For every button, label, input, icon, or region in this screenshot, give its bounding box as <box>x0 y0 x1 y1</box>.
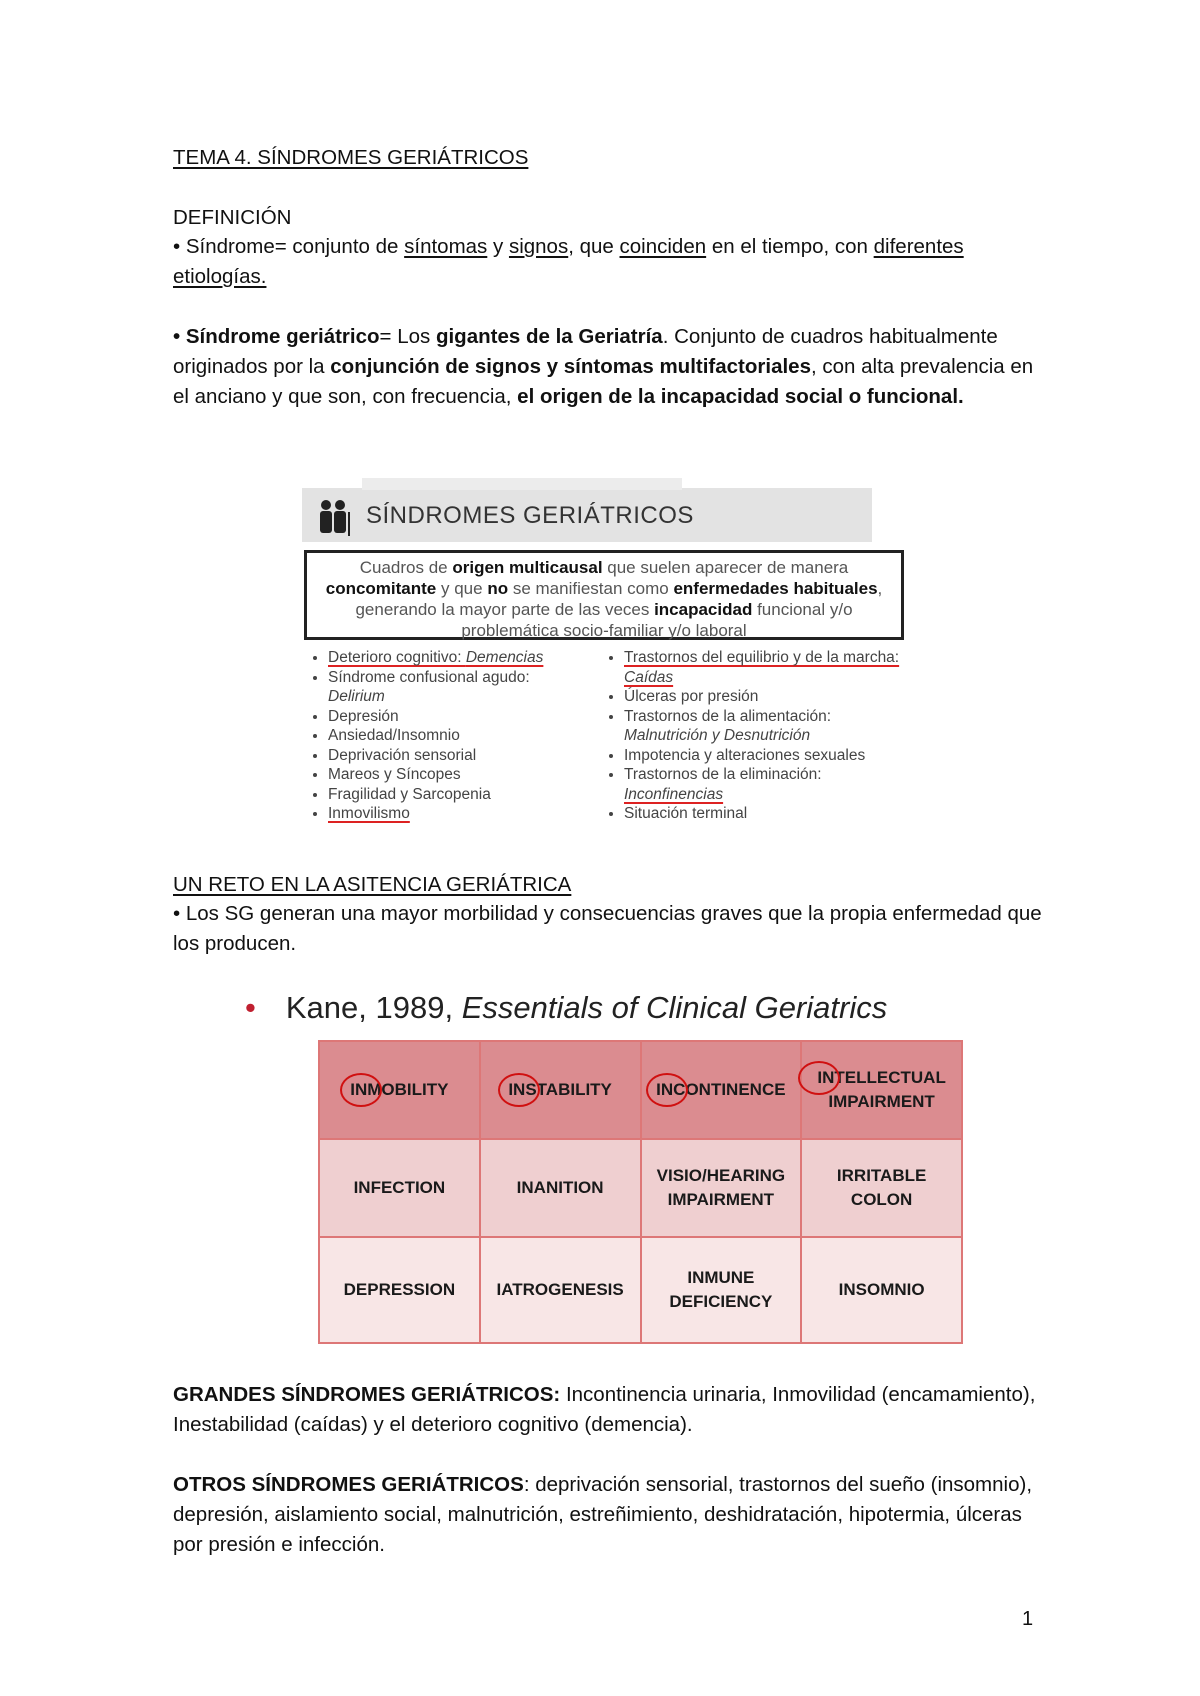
table-cell: INANITION <box>480 1139 641 1237</box>
table-cell: INMUNE DEFICIENCY <box>641 1237 802 1343</box>
list-item: • Deprivación sensorial <box>328 746 596 766</box>
list-item: • Mareos y Síncopes <box>328 765 596 785</box>
figure-definition-box: Cuadros de origen multicausal que suelen aparecer de manera concomitante y que no se manifiestan como enfermedades habituales, generando la mayor parte de las veces incapacidad funcional y/o problemática socio-familiar y/o laboral <box>304 550 904 640</box>
circle-mark-icon <box>498 1073 540 1107</box>
table-cell: VISIO/HEARING IMPAIRMENT <box>641 1139 802 1237</box>
table-cell: IATROGENESIS <box>480 1237 641 1343</box>
list-item: • Inmovilismo <box>328 804 596 824</box>
table-cell: INTELLECTUAL IMPAIRMENT <box>801 1041 962 1139</box>
table-cell: INMOBILITY <box>319 1041 480 1139</box>
list-item: • Trastornos de la alimentación: Malnutrición y Desnutrición <box>624 707 912 746</box>
definition-bullet-syndrome: • Síndrome= conjunto de síntomas y signos, que coinciden en el tiempo, con diferentes etiologías. <box>173 235 964 288</box>
circle-mark-icon <box>340 1073 382 1107</box>
elderly-couple-icon <box>312 498 356 538</box>
list-item: • Impotencia y alteraciones sexuales <box>624 746 912 766</box>
grandes-paragraph: GRANDES SÍNDROMES GERIÁTRICOS: Incontinencia urinaria, Inmovilidad (encamamiento), Inestabilidad (caídas) y el deterioro cognitivo (demencia). <box>173 1383 1036 1436</box>
definition-heading: DEFINICIÓN <box>173 206 292 229</box>
reto-heading: UN RETO EN LA ASITENCIA GERIÁTRICA <box>173 873 572 896</box>
page-number: 1 <box>1022 1608 1034 1630</box>
list-item: • Depresión <box>328 707 596 727</box>
table-cell: INSOMNIO <box>801 1237 962 1343</box>
figure-left-list <box>306 648 596 824</box>
table-cell: INCONTINENCE <box>641 1041 802 1139</box>
table-cell: INFECTION <box>319 1139 480 1237</box>
table-row <box>319 1237 962 1343</box>
syndromes-figure <box>300 478 912 828</box>
figure-right-list <box>602 648 912 824</box>
kane-title: • Kane, 1989, Essentials of Clinical Geriatrics <box>245 990 888 1025</box>
figure-title: SÍNDROMES GERIÁTRICOS <box>366 502 694 529</box>
table-row <box>319 1041 962 1139</box>
circle-mark-icon <box>798 1061 840 1095</box>
definition-bullet-geriatric: • Síndrome geriátrico= Los gigantes de la Geriatría. Conjunto de cuadros habitualmente originados por la conjunción de signos y síntomas multifactoriales, con alta prevalencia en el anciano y que son, con frecuencia, el origen de la incapacidad social o funcional. <box>173 325 1034 408</box>
table-cell: DEPRESSION <box>319 1237 480 1343</box>
table-cell: INSTABILITY <box>480 1041 641 1139</box>
reto-text: • Los SG generan una mayor morbilidad y consecuencias graves que la propia enfermedad que los producen. <box>173 902 1042 955</box>
list-item: • Trastornos de la eliminación: Inconfinencias <box>624 765 912 804</box>
bullet-icon: • <box>245 990 256 1025</box>
list-item: • Síndrome confusional agudo: Delirium <box>328 668 596 707</box>
circle-mark-icon <box>646 1073 688 1107</box>
otros-paragraph: OTROS SÍNDROMES GERIÁTRICOS: deprivación sensorial, trastornos del sueño (insomnio), depresión, aislamiento social, malnutrición, estreñimiento, deshidratación, hipotermia, úlceras por presión e infección. <box>173 1473 1033 1556</box>
list-item: • Úlceras por presión <box>624 687 912 707</box>
list-item: • Situación terminal <box>624 804 912 824</box>
list-item: • Trastornos del equilibrio y de la marcha: Caídas <box>624 648 912 687</box>
kane-table <box>318 1040 963 1344</box>
table-cell: IRRITABLE COLON <box>801 1139 962 1237</box>
list-item: • Fragilidad y Sarcopenia <box>328 785 596 805</box>
list-item: • Deterioro cognitivo: Demencias <box>328 648 596 668</box>
list-item: • Ansiedad/Insomnio <box>328 726 596 746</box>
page-title: TEMA 4. SÍNDROMES GERIÁTRICOS <box>173 146 529 169</box>
table-row <box>319 1139 962 1237</box>
figure-header <box>302 488 872 542</box>
